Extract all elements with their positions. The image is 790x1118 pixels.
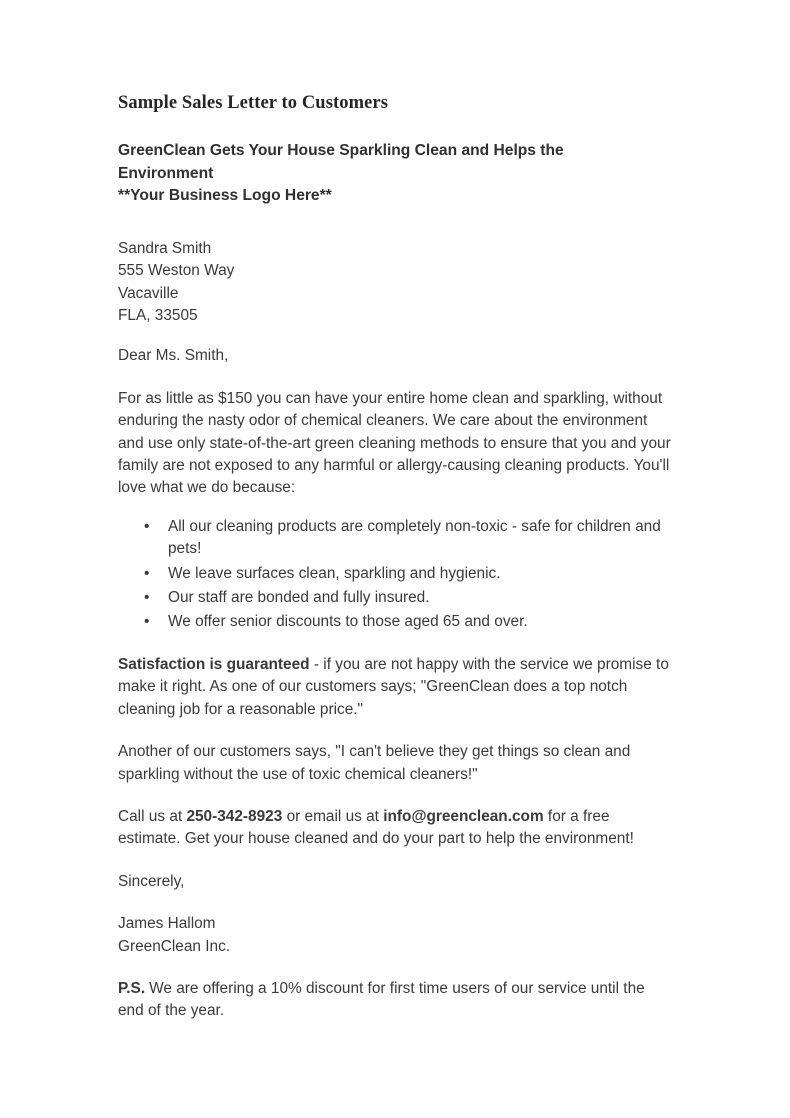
list-item-text: All our cleaning products are completely non-toxic - safe for children and pets! (168, 517, 661, 558)
signature-block (118, 913, 674, 958)
contact-paragraph (118, 806, 674, 851)
list-item-text: We offer senior discounts to those aged 65 and over. (168, 613, 528, 631)
recipient-name: Sandra Smith (118, 239, 212, 257)
testimonial-paragraph: Another of our customers says, "I can't believe they get things so clean and sparkling without the use of toxic chemical cleaners!" (118, 743, 631, 783)
contact-between: or email us at (282, 807, 384, 825)
sender-name: James Hallom (118, 915, 216, 933)
recipient-address-block (118, 238, 674, 328)
list-item (118, 587, 674, 609)
subheading-line-2: Environment (118, 164, 214, 182)
intro-paragraph: For as little as $150 you can have your entire home clean and sparkling, without enduring the nasty odor of chemical cleaners. We care about the environment and use only state-of-the-art green cleaning methods to ensure that you and your family are not exposed to any harmful or allergy-causing cleaning products. You'll love what we do because: (118, 389, 671, 497)
postscript-paragraph (118, 978, 674, 1023)
sender-company: GreenClean Inc. (118, 937, 231, 955)
guarantee-rest: - if you are not happy with the service we promise to make it right. As one of our customers says; "GreenClean does a top notch cleaning job for a reasonable price." (118, 655, 669, 718)
letter-content (118, 92, 674, 1023)
postscript-label: P.S. (118, 979, 146, 997)
list-item (118, 516, 674, 561)
list-item (118, 611, 674, 633)
list-item (118, 563, 674, 585)
recipient-state-zip: FLA, 33505 (118, 307, 198, 324)
guarantee-bold-lead: Satisfaction is guaranteed (118, 655, 310, 673)
benefits-list (118, 516, 674, 634)
signoff: Sincerely, (118, 872, 185, 890)
phone-number: 250-342-8923 (186, 807, 283, 825)
contact-after-email: for a free estimate. Get your house cleaned and do your part to help the environment! (118, 807, 634, 848)
bullet-icon: • (144, 589, 150, 607)
bullet-icon: • (144, 517, 150, 535)
page-title: Sample Sales Letter to Customers (118, 93, 389, 113)
postscript-text: We are offering a 10% discount for first time users of our service until the end of the year. (118, 979, 645, 1020)
logo-placeholder-line: **Your Business Logo Here** (118, 187, 332, 205)
salutation: Dear Ms. Smith, (118, 347, 229, 365)
recipient-city: Vacaville (118, 284, 179, 302)
list-item-text: Our staff are bonded and fully insured. (168, 589, 430, 607)
bullet-icon: • (144, 613, 150, 631)
subheading-line-1: GreenClean Gets Your House Sparkling Clean and Helps the (118, 142, 564, 159)
letter-subheading (118, 140, 618, 208)
guarantee-paragraph (118, 654, 674, 721)
email-address: info@greenclean.com (383, 807, 544, 825)
list-item-text: We leave surfaces clean, sparkling and hygienic. (168, 564, 501, 582)
bullet-icon: • (144, 564, 150, 582)
contact-before-phone: Call us at (118, 807, 187, 825)
recipient-street: 555 Weston Way (118, 262, 235, 280)
